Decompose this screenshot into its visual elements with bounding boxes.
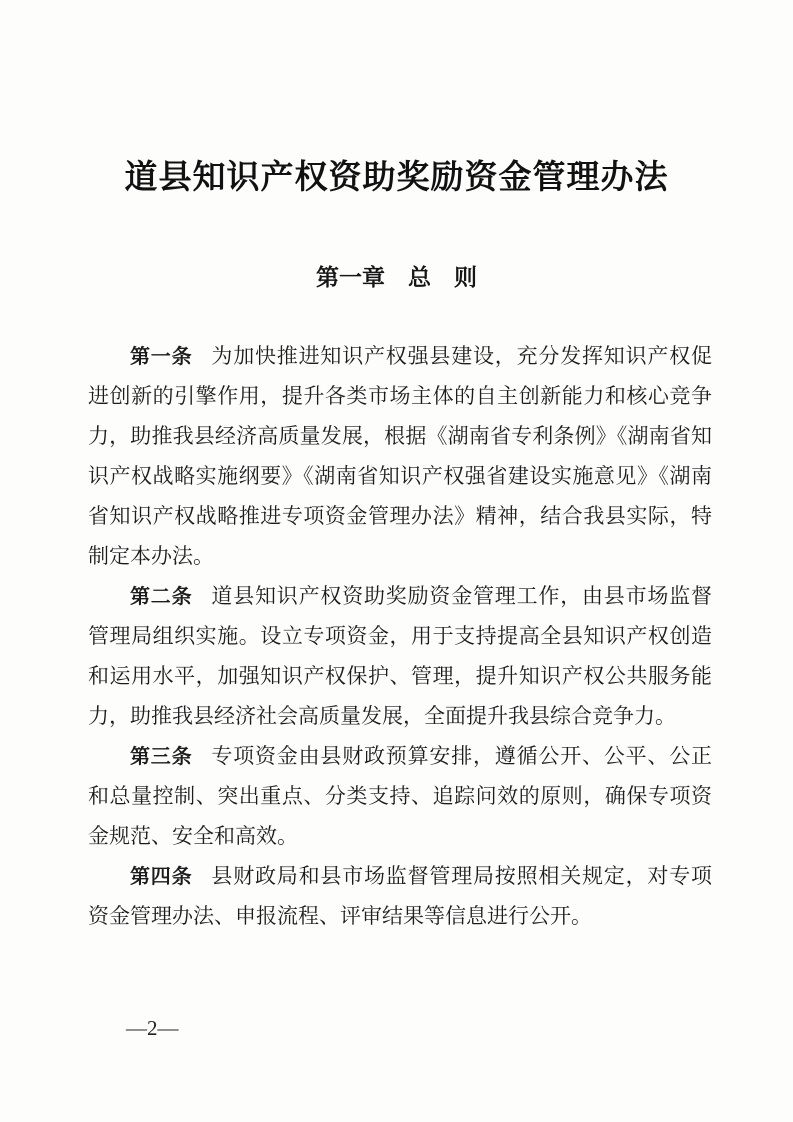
article-1-text: 为加快推进知识产权强县建设，充分发挥知识产权促进创新的引擎作用，提升各类市场主体的自主创新能力和核心竞争力，助推我县经济高质量发展，根据《湖南省专利条例》《湖南省知识产权战略实施纲要》《湖南省知识产权强省建设实施意见》《湖南省知识产权战略推进专项资金管理办法》精神，结合我县实际，特制定本办法。 [88,344,713,568]
document-body [88,336,712,936]
chapter-heading: 第一章 总 则 [316,265,477,291]
page-number: —2— [126,1016,179,1040]
article-paragraph-1 [88,336,712,576]
article-2-text: 道县知识产权资助奖励资金管理工作，由县市场监督管理局组织实施。设立专项资金，用于支持提高全县知识产权创造和运用水平，加强知识产权保护、管理，提升知识产权公共服务能力，助推我县经济社会高质量发展，全面提升我县综合竞争力。 [88,584,713,728]
document-title: 道县知识产权资助奖励资金管理办法 [124,160,669,196]
article-1-label: 第一条 [130,344,193,368]
article-paragraph-2 [88,576,712,736]
article-3-label: 第三条 [130,744,193,768]
article-4-label: 第四条 [130,864,193,888]
article-paragraph-3 [88,736,712,856]
article-3-text: 专项资金由县财政预算安排，遵循公开、公平、公正和总量控制、突出重点、分类支持、追踪问效的原则，确保专项资金规范、安全和高效。 [88,744,713,848]
article-2-label: 第二条 [130,584,193,608]
article-paragraph-4 [88,856,712,936]
article-4-text: 县财政局和县市场监督管理局按照相关规定，对专项资金管理办法、申报流程、评审结果等信息进行公开。 [88,864,713,928]
